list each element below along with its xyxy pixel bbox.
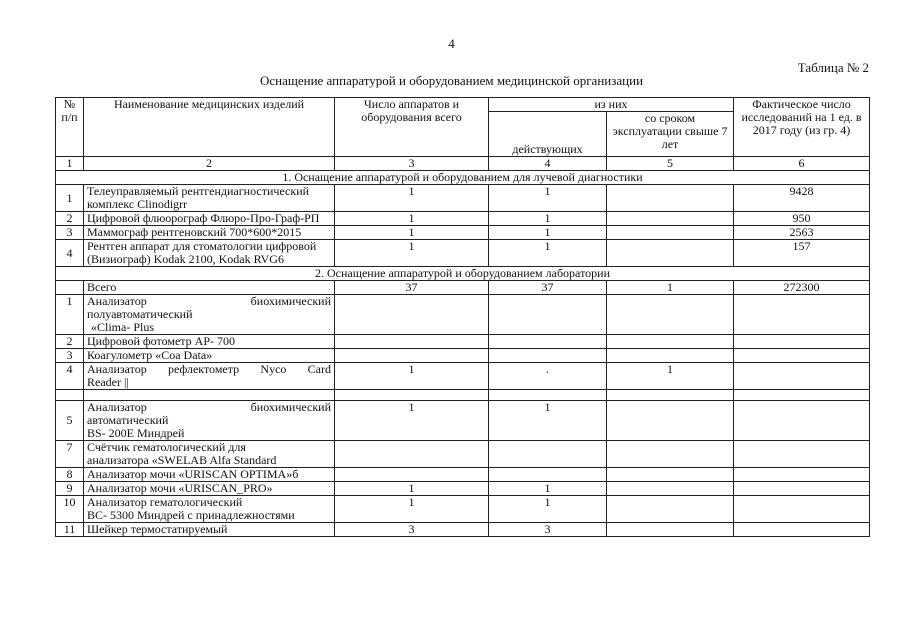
section-row <box>56 267 870 281</box>
device-active <box>489 295 607 335</box>
row-number: 1 <box>56 185 84 212</box>
device-name: Цифровой флюорограф Флюро-Про-Граф-РП <box>84 212 335 226</box>
device-active: 1 <box>489 482 607 496</box>
device-name-line: Анализатор биохимический <box>87 400 331 414</box>
total-count: 37 <box>335 281 489 295</box>
device-name-line: Счётчик гематологический для <box>87 440 246 454</box>
equipment-table <box>55 97 870 537</box>
total-row <box>56 281 870 295</box>
column-number-row <box>56 157 870 171</box>
device-count: 1 <box>335 482 489 496</box>
row-number: 11 <box>56 523 84 537</box>
section-row <box>56 171 870 185</box>
device-active: . <box>489 363 607 390</box>
device-over7 <box>607 482 734 496</box>
empty-cell <box>734 390 870 401</box>
device-studies <box>734 295 870 335</box>
device-active: 1 <box>489 226 607 240</box>
device-over7 <box>607 240 734 267</box>
col-number: 1 <box>56 157 84 171</box>
header-num: № п/п <box>56 98 84 157</box>
total-over7: 1 <box>607 281 734 295</box>
device-active: 1 <box>489 401 607 441</box>
device-over7 <box>607 335 734 349</box>
cell-num <box>56 281 84 295</box>
device-over7 <box>607 349 734 363</box>
device-name-line: Анализатор биохимический <box>87 294 331 308</box>
device-studies <box>734 349 870 363</box>
row-number: 9 <box>56 482 84 496</box>
header-active: действующих <box>489 112 607 157</box>
device-name <box>84 468 335 482</box>
device-studies: 950 <box>734 212 870 226</box>
device-studies <box>734 496 870 523</box>
empty-cell <box>607 390 734 401</box>
device-studies <box>734 468 870 482</box>
table-row <box>56 496 870 523</box>
empty-cell <box>489 390 607 401</box>
device-name <box>84 482 335 496</box>
table-row <box>56 335 870 349</box>
document-title: Оснащение аппаратурой и оборудованием медицинской организации <box>259 73 644 88</box>
device-studies <box>734 523 870 537</box>
device-count <box>335 295 489 335</box>
empty-cell <box>56 390 84 401</box>
table-row <box>56 523 870 537</box>
device-name-line: Анализатор рефлектометр Nyco Card <box>87 362 331 376</box>
device-name: Рентген аппарат для стоматологии цифровой (Визиограф) Kodak 2100, Kodak RVG6 <box>84 240 335 267</box>
table-row <box>56 468 870 482</box>
device-name: Телеуправляемый рентгендиагностический комплекс Clinodigrr <box>84 185 335 212</box>
section1-body <box>56 185 870 267</box>
device-name <box>84 441 335 468</box>
row-number: 4 <box>56 240 84 267</box>
device-over7 <box>607 401 734 441</box>
col-number: 6 <box>734 157 870 171</box>
device-over7 <box>607 441 734 468</box>
row-number: 2 <box>56 212 84 226</box>
device-name-line: Анализатор мочи «URISCAN_PRO» <box>87 481 273 495</box>
table-row <box>56 441 870 468</box>
device-active: 1 <box>489 496 607 523</box>
header-count: Число аппаратов и оборудования всего <box>335 98 489 157</box>
col-number: 2 <box>84 157 335 171</box>
device-name <box>84 401 335 441</box>
device-name-line: автоматический <box>87 413 169 427</box>
device-studies <box>734 441 870 468</box>
table-row <box>56 212 870 226</box>
row-number: 5 <box>56 401 84 441</box>
section-title: 1. Оснащение аппаратурой и оборудованием для лучевой диагностики <box>56 171 870 185</box>
device-over7 <box>607 523 734 537</box>
device-count: 1 <box>335 401 489 441</box>
device-count <box>335 468 489 482</box>
device-count: 1 <box>335 240 489 267</box>
empty-cell <box>335 390 489 401</box>
col-number: 5 <box>607 157 734 171</box>
device-count <box>335 349 489 363</box>
row-number: 10 <box>56 496 84 523</box>
device-count: 3 <box>335 523 489 537</box>
page-number: 4 <box>448 36 455 51</box>
col-number: 3 <box>335 157 489 171</box>
device-count: 1 <box>335 212 489 226</box>
device-count <box>335 441 489 468</box>
section-title: 2. Оснащение аппаратурой и оборудованием лаборатории <box>56 267 870 281</box>
device-name-line: Цифровой фотометр АР- 700 <box>87 334 235 348</box>
device-name-line: ВС- 5300 Миндрей с принадлежностями <box>87 508 295 522</box>
device-name-line: Анализатор гематологический <box>87 495 243 509</box>
section2-body <box>56 295 870 537</box>
device-name <box>84 363 335 390</box>
device-over7 <box>607 212 734 226</box>
header-name: Наименование медицинских изделий <box>84 98 335 157</box>
empty-cell <box>84 390 335 401</box>
device-over7 <box>607 226 734 240</box>
device-name <box>84 349 335 363</box>
table-row <box>56 295 870 335</box>
total-studies: 272300 <box>734 281 870 295</box>
device-over7 <box>607 185 734 212</box>
device-name <box>84 295 335 335</box>
device-count: 1 <box>335 185 489 212</box>
table-row <box>56 349 870 363</box>
device-count: 1 <box>335 496 489 523</box>
row-number: 7 <box>56 441 84 468</box>
table-label: Таблица № 2 <box>797 60 869 75</box>
device-active <box>489 441 607 468</box>
total-label: Всего <box>84 281 335 295</box>
device-count: 1 <box>335 363 489 390</box>
device-count <box>335 335 489 349</box>
device-name-line: Коагулометр «Coa Data» <box>87 348 213 362</box>
total-active: 37 <box>489 281 607 295</box>
device-studies: 2563 <box>734 226 870 240</box>
row-number: 1 <box>56 295 84 335</box>
device-name-line: «Clima- Plus <box>91 320 155 334</box>
header-over7: со сроком эксплуатации свыше 7 лет <box>607 112 734 157</box>
device-name-line: Reader || <box>87 375 129 389</box>
table-row <box>56 185 870 212</box>
device-name-line: анализатора «SWELAB Alfa Standard <box>87 453 277 467</box>
device-active: 1 <box>489 240 607 267</box>
device-studies <box>734 363 870 390</box>
row-number: 4 <box>56 363 84 390</box>
device-name-line: полуавтоматический <box>87 307 193 321</box>
col-number: 4 <box>489 157 607 171</box>
device-studies <box>734 482 870 496</box>
table-row <box>56 226 870 240</box>
header-studies: Фактическое число исследований на 1 ед. в 2017 году (из гр. 4) <box>734 98 870 157</box>
device-over7 <box>607 295 734 335</box>
table-row <box>56 240 870 267</box>
row-number: 8 <box>56 468 84 482</box>
device-name-line: BS- 200E Миндрей <box>87 426 185 440</box>
device-name: Маммограф рентгеновский 700*600*2015 <box>84 226 335 240</box>
device-name <box>84 335 335 349</box>
device-active <box>489 468 607 482</box>
device-active <box>489 335 607 349</box>
device-count: 1 <box>335 226 489 240</box>
table-row <box>56 401 870 441</box>
device-name-line: Шейкер термостатируемый <box>87 522 228 536</box>
device-active <box>489 349 607 363</box>
device-studies: 9428 <box>734 185 870 212</box>
row-number: 3 <box>56 349 84 363</box>
device-active: 1 <box>489 185 607 212</box>
table-row <box>56 363 870 390</box>
device-active: 3 <box>489 523 607 537</box>
row-number: 2 <box>56 335 84 349</box>
header-of-them: из них <box>489 98 734 112</box>
device-over7 <box>607 468 734 482</box>
device-studies <box>734 401 870 441</box>
row-number: 3 <box>56 226 84 240</box>
device-name <box>84 496 335 523</box>
device-active: 1 <box>489 212 607 226</box>
device-over7: 1 <box>607 363 734 390</box>
device-name-line: Анализатор мочи «URISCAN OPTIMA»б <box>87 467 299 481</box>
spacer-row <box>56 390 870 401</box>
table-header-row <box>56 98 870 112</box>
device-studies <box>734 335 870 349</box>
device-over7 <box>607 496 734 523</box>
device-studies: 157 <box>734 240 870 267</box>
table-row <box>56 482 870 496</box>
device-name <box>84 523 335 537</box>
